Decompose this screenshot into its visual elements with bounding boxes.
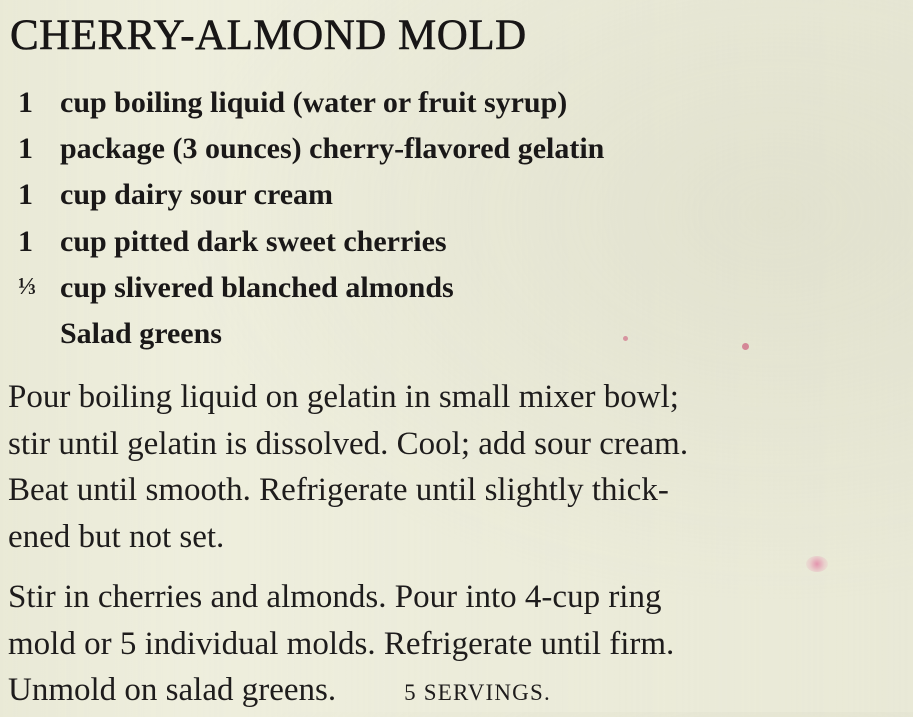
ingredient-text: cup pitted dark sweet cherries	[60, 224, 447, 258]
cherry-stain-small	[742, 343, 749, 350]
ingredient-text: cup boiling liquid (water or fruit syrup)	[60, 86, 568, 120]
directions-line: Unmold on salad greens.	[8, 672, 337, 708]
servings-count: 5 SERVINGS.	[404, 680, 551, 705]
directions-paragraph-2	[8, 574, 674, 717]
ingredient-text: cup slivered blanched almonds	[60, 270, 454, 304]
ingredient-text: cup dairy sour cream	[60, 178, 334, 212]
directions-line: Beat until smooth. Refrigerate until slightly thick-	[8, 472, 669, 508]
ingredient-item	[18, 126, 604, 172]
ingredient-text: package (3 ounces) cherry-flavored gelatin	[60, 132, 605, 166]
directions-line: ened but not set.	[8, 518, 225, 555]
ingredient-item	[18, 80, 604, 126]
ingredient-item	[18, 219, 604, 265]
ingredient-list	[18, 80, 604, 357]
ingredient-quantity: 1	[18, 224, 33, 258]
ingredient-item	[18, 265, 604, 311]
directions-line: Stir in cherries and almonds. Pour into 4-cup ring	[8, 579, 662, 615]
ingredient-item	[18, 311, 604, 357]
ingredient-text: Salad greens	[60, 317, 222, 351]
ingredient-quantity: ⅓	[18, 274, 36, 301]
recipe-title: CHERRY-ALMOND MOLD	[10, 12, 527, 59]
directions-line-last	[8, 667, 674, 717]
cherry-stain-dot	[623, 336, 628, 341]
directions-line: mold or 5 individual molds. Refrigerate until firm.	[8, 625, 675, 662]
directions-line: stir until gelatin is dissolved. Cool; add sour cream.	[8, 425, 689, 462]
ingredient-item	[18, 172, 604, 218]
ingredient-quantity: 1	[18, 132, 33, 166]
directions-line: Pour boiling liquid on gelatin in small mixer bowl;	[8, 379, 679, 415]
directions-paragraph-1	[8, 374, 688, 560]
ingredient-quantity: 1	[18, 86, 33, 120]
cherry-stain-large	[806, 556, 828, 572]
ingredient-quantity: 1	[18, 178, 33, 212]
